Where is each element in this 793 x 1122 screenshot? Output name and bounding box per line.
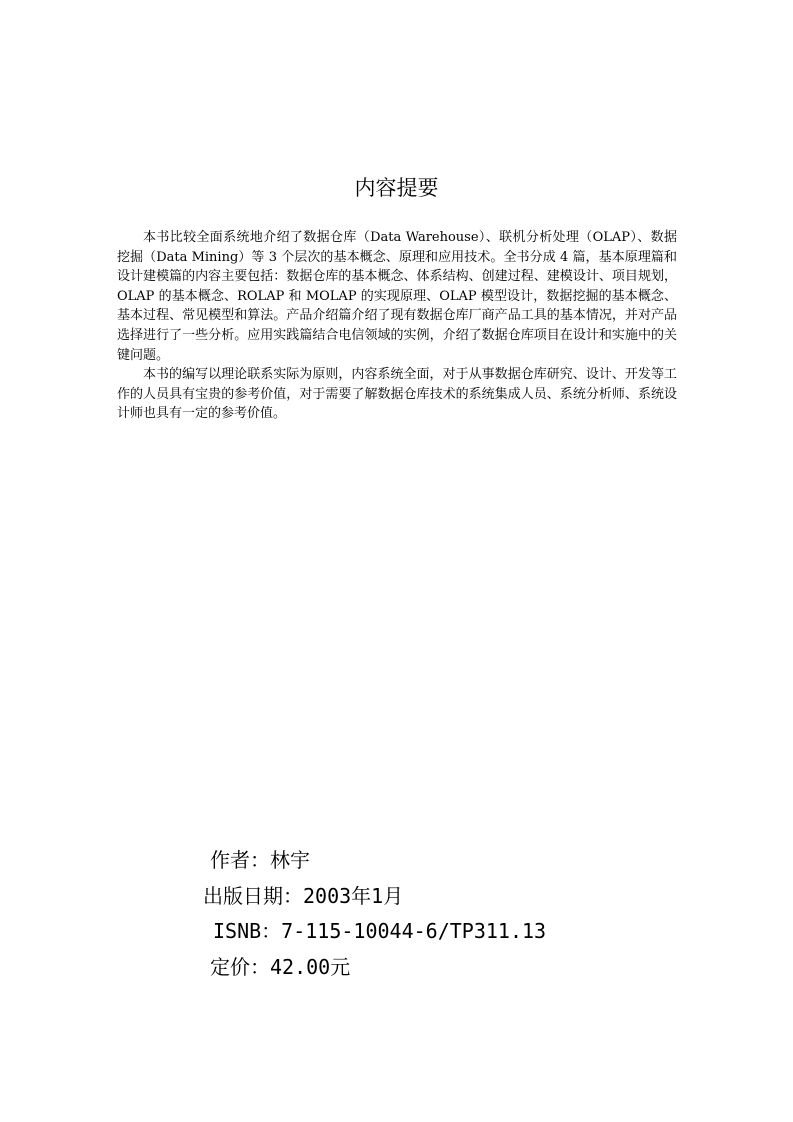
abstract-paragraph: 本书的编写以理论联系实际为原则，内容系统全面，对于从事数据仓库研究、设计、开发等工作的人员具有宝贵的参考价值，对于需要了解数据仓库技术的系统集成人员、系统分析师、系统设计师也具有一定的参考价值。 bbox=[117, 367, 677, 422]
publish-date-line: 出版日期：2003年1月 bbox=[203, 883, 404, 908]
page-title: 内容提要 bbox=[354, 176, 439, 200]
abstract-paragraph: 本书比较全面系统地介绍了数据仓库（Data Warehouse）、联机分析处理（OLAP）、数据挖掘（Data Mining）等 3 个层次的基本概念、原理和应用技术。全书分成 4 篇，基本原理篇和设计建模篇的内容主要包括：数据仓库的基本概念、体系结构、创建过程、建模设计、项目规划，OLAP 的基本概念、ROLAP 和 MOLAP 的实现原理、OLAP 模型设计，数据挖掘的基本概念、基本过程、常见模型和算法。产品介绍篇介绍了现有数据仓库厂商产品工具的基本情况，并对产品选择进行了一些分析。应用实践篇结合电信领域的实例，介绍了数据仓库项目在设计和实施中的关键问题。 bbox=[117, 230, 677, 363]
price-line: 定价：42.00元 bbox=[210, 954, 351, 979]
author-line: 作者：林宇 bbox=[210, 848, 310, 872]
isbn-line: ISNB：7-115-10044-6/TP311.13 bbox=[213, 919, 547, 943]
abstract-body bbox=[117, 228, 677, 424]
book-info bbox=[203, 843, 623, 985]
